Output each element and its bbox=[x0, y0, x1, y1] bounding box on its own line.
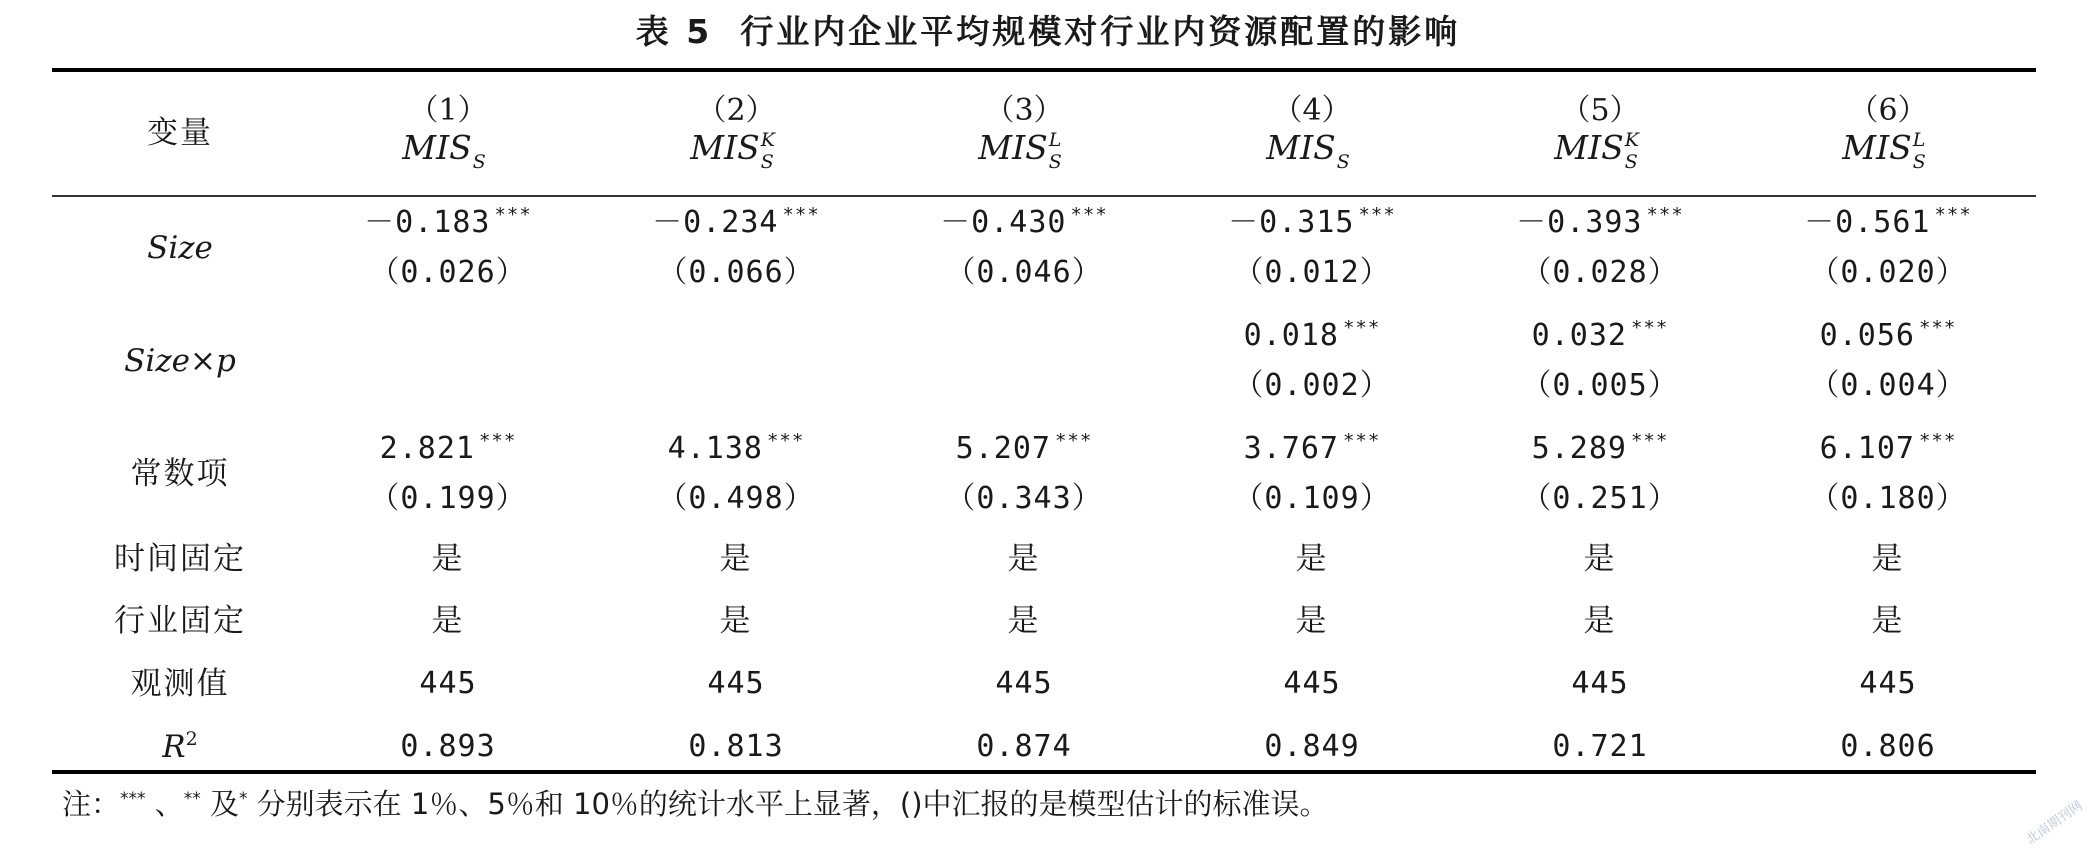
dep-var-scripts bbox=[1624, 129, 1646, 173]
r-squared-value bbox=[884, 730, 1164, 764]
coefficient-value: 5.207 bbox=[955, 431, 1051, 466]
coefficient bbox=[1460, 319, 1740, 356]
row-time-fixed-label bbox=[60, 542, 300, 576]
dependent-variable bbox=[596, 128, 876, 173]
standard-error bbox=[596, 256, 876, 290]
significance-stars: *** bbox=[1646, 204, 1684, 226]
coefficient bbox=[1172, 319, 1452, 356]
row-r-squared-label bbox=[60, 730, 300, 768]
coefficient-value: 0.018 bbox=[1243, 318, 1339, 353]
variable-header: 变量 bbox=[147, 115, 213, 151]
coefficient-value: 5.289 bbox=[1531, 431, 1627, 466]
coefficient-value: －0.561 bbox=[1804, 205, 1931, 240]
standard-error-value: （0.251） bbox=[1521, 481, 1679, 516]
standard-error bbox=[596, 482, 876, 516]
coefficient-value: 0.056 bbox=[1819, 318, 1915, 353]
cell-value-text: 445 bbox=[1283, 666, 1341, 701]
significance-stars: *** bbox=[1342, 317, 1381, 339]
r-squared-value bbox=[308, 730, 588, 764]
cell-value bbox=[308, 667, 588, 701]
cell-value-text: 445 bbox=[707, 666, 765, 701]
significance-stars: *** bbox=[1342, 430, 1381, 452]
cell-value-text: 是 bbox=[719, 541, 753, 577]
dep-var-scripts bbox=[1336, 131, 1358, 173]
standard-error bbox=[1172, 369, 1452, 403]
coefficient-value: －0.183 bbox=[364, 205, 491, 240]
significance-stars: *** bbox=[782, 204, 820, 226]
column-number bbox=[1172, 94, 1452, 128]
column-number-text: （1） bbox=[408, 93, 488, 128]
row-size-x-p-label bbox=[60, 344, 300, 378]
significance-stars: *** bbox=[1630, 430, 1669, 452]
r2-value-text: 0.813 bbox=[688, 729, 784, 764]
dep-var-scripts bbox=[1048, 129, 1070, 173]
coefficient-value: －0.430 bbox=[940, 205, 1067, 240]
column-number-text: （3） bbox=[984, 93, 1064, 128]
coefficient bbox=[1460, 206, 1740, 243]
dep-var-subscript: S bbox=[1048, 151, 1062, 173]
cell-value bbox=[596, 542, 876, 576]
table-caption: 行业内企业平均规模对行业内资源配置的影响 bbox=[740, 12, 1461, 51]
cell-value-text: 是 bbox=[1295, 541, 1329, 577]
row-label-text: 时间固定 bbox=[114, 541, 246, 577]
column-number bbox=[1748, 94, 2028, 128]
column-number bbox=[1460, 94, 1740, 128]
dep-var-subscript: S bbox=[1912, 151, 1926, 173]
row-label-text: 观测值 bbox=[130, 666, 230, 702]
cell-value bbox=[1748, 604, 2028, 638]
cell-value bbox=[1172, 604, 1452, 638]
r-squared-value bbox=[1748, 730, 2028, 764]
significance-stars: *** bbox=[1918, 430, 1957, 452]
dependent-variable bbox=[308, 128, 588, 173]
dependent-variable bbox=[1460, 128, 1740, 173]
column-number-text: （5） bbox=[1560, 93, 1640, 128]
r-squared-value bbox=[596, 730, 876, 764]
row-label-text: Size×p bbox=[124, 343, 236, 379]
standard-error bbox=[1460, 256, 1740, 290]
standard-error-value: （0.498） bbox=[657, 481, 815, 516]
note-and: 及 bbox=[200, 787, 239, 821]
row-constant-label bbox=[60, 457, 300, 491]
cell-value-text: 是 bbox=[1871, 603, 1905, 639]
dependent-variable bbox=[1172, 128, 1452, 173]
coefficient bbox=[1172, 432, 1452, 469]
standard-error-value: （0.012） bbox=[1233, 255, 1391, 290]
standard-error bbox=[1460, 369, 1740, 403]
cell-value bbox=[1172, 667, 1452, 701]
coefficient-value: 0.032 bbox=[1531, 318, 1627, 353]
coefficient-value: 3.767 bbox=[1243, 431, 1339, 466]
standard-error bbox=[1460, 482, 1740, 516]
significance-stars: *** bbox=[1934, 204, 1972, 226]
cell-value-text: 是 bbox=[1871, 541, 1905, 577]
cell-value-text: 445 bbox=[419, 666, 477, 701]
standard-error-value: （0.343） bbox=[945, 481, 1103, 516]
coefficient bbox=[596, 206, 876, 243]
column-number-text: （6） bbox=[1848, 93, 1928, 128]
r2-superscript: 2 bbox=[185, 728, 198, 750]
dep-var-superscript: K bbox=[760, 129, 775, 151]
table-number: 表 5 bbox=[635, 12, 713, 51]
cell-value bbox=[308, 542, 588, 576]
dep-var-subscript: S bbox=[472, 151, 486, 173]
coefficient bbox=[884, 432, 1164, 469]
cell-value-text: 是 bbox=[1583, 603, 1617, 639]
r2-base: R bbox=[162, 729, 186, 765]
coefficient-value: －0.234 bbox=[652, 205, 779, 240]
cell-value-text: 445 bbox=[995, 666, 1053, 701]
significance-stars: *** bbox=[1054, 430, 1093, 452]
cell-value-text: 是 bbox=[431, 541, 465, 577]
standard-error bbox=[308, 256, 588, 290]
row-observations-label bbox=[60, 667, 300, 701]
standard-error-value: （0.005） bbox=[1521, 368, 1679, 403]
note-separator: 、 bbox=[145, 787, 184, 821]
cell-value bbox=[884, 667, 1164, 701]
column-number-text: （2） bbox=[696, 93, 776, 128]
note-stars-5pct: ** bbox=[183, 789, 201, 809]
cell-value-text: 是 bbox=[719, 603, 753, 639]
standard-error-value: （0.199） bbox=[369, 481, 527, 516]
dep-var-scripts bbox=[760, 129, 782, 173]
table-title bbox=[0, 6, 2096, 53]
column-number bbox=[596, 94, 876, 128]
coefficient-value: －0.393 bbox=[1516, 205, 1643, 240]
coefficient bbox=[1460, 432, 1740, 469]
standard-error-value: （0.066） bbox=[657, 255, 815, 290]
coefficient bbox=[1748, 206, 2028, 243]
significance-stars: *** bbox=[1630, 317, 1669, 339]
row-size-label bbox=[60, 231, 300, 265]
cell-value bbox=[884, 542, 1164, 576]
significance-stars: *** bbox=[1918, 317, 1957, 339]
column-number bbox=[884, 94, 1164, 128]
cell-value-text: 是 bbox=[431, 603, 465, 639]
note-prefix: 注： bbox=[62, 787, 121, 821]
significance-stars: *** bbox=[766, 430, 805, 452]
cell-value bbox=[1748, 667, 2028, 701]
standard-error-value: （0.004） bbox=[1809, 368, 1967, 403]
coefficient bbox=[1748, 432, 2028, 469]
standard-error bbox=[1172, 482, 1452, 516]
r2-value-text: 0.849 bbox=[1264, 729, 1360, 764]
coefficient-value: 4.138 bbox=[667, 431, 763, 466]
r2-value-text: 0.806 bbox=[1840, 729, 1936, 764]
header-rule bbox=[52, 195, 2036, 197]
dep-var-base: MIS bbox=[402, 128, 472, 167]
significance-stars: *** bbox=[1070, 204, 1108, 226]
standard-error bbox=[1748, 482, 2028, 516]
dep-var-base: MIS bbox=[1842, 128, 1912, 167]
top-rule bbox=[52, 68, 2036, 72]
coefficient bbox=[308, 206, 588, 243]
standard-error-value: （0.180） bbox=[1809, 481, 1967, 516]
row-label-text: 行业固定 bbox=[114, 603, 246, 639]
r2-value-text: 0.893 bbox=[400, 729, 496, 764]
column-number-text: （4） bbox=[1272, 93, 1352, 128]
dep-var-superscript: K bbox=[1624, 129, 1639, 151]
dep-var-superscript: L bbox=[1048, 129, 1062, 151]
standard-error bbox=[1748, 369, 2028, 403]
row-label-text: 常数项 bbox=[130, 456, 230, 492]
cell-value bbox=[596, 667, 876, 701]
significance-stars: *** bbox=[478, 430, 517, 452]
coefficient-value: 2.821 bbox=[379, 431, 475, 466]
note-stars-10pct: * bbox=[238, 789, 248, 809]
dep-var-scripts bbox=[472, 131, 494, 173]
cell-value bbox=[1460, 604, 1740, 638]
coefficient-value: 6.107 bbox=[1819, 431, 1915, 466]
coefficient bbox=[884, 206, 1164, 243]
watermark: 北南期刊网 bbox=[2023, 798, 2086, 848]
cell-value bbox=[1748, 542, 2028, 576]
r-squared-value bbox=[1172, 730, 1452, 764]
dep-var-scripts bbox=[1912, 129, 1934, 173]
cell-value-text: 是 bbox=[1295, 603, 1329, 639]
cell-value-text: 是 bbox=[1007, 603, 1041, 639]
dep-var-superscript: L bbox=[1912, 129, 1926, 151]
column-number bbox=[308, 94, 588, 128]
cell-value bbox=[1172, 542, 1452, 576]
standard-error bbox=[884, 482, 1164, 516]
significance-stars: *** bbox=[494, 204, 532, 226]
standard-error bbox=[1748, 256, 2028, 290]
r2-value-text: 0.874 bbox=[976, 729, 1072, 764]
standard-error bbox=[308, 482, 588, 516]
cell-value bbox=[884, 604, 1164, 638]
coefficient bbox=[308, 432, 588, 469]
r2-value-text: 0.721 bbox=[1552, 729, 1648, 764]
table-note bbox=[62, 782, 1329, 823]
cell-value bbox=[1460, 542, 1740, 576]
coefficient bbox=[596, 432, 876, 469]
dependent-variable bbox=[1748, 128, 2028, 173]
standard-error-value: （0.002） bbox=[1233, 368, 1391, 403]
r-squared-value bbox=[1460, 730, 1740, 764]
standard-error-value: （0.026） bbox=[369, 255, 527, 290]
standard-error-value: （0.046） bbox=[945, 255, 1103, 290]
cell-value bbox=[1460, 667, 1740, 701]
dep-var-base: MIS bbox=[1266, 128, 1336, 167]
dep-var-base: MIS bbox=[690, 128, 760, 167]
standard-error bbox=[1172, 256, 1452, 290]
dependent-variable bbox=[884, 128, 1164, 173]
significance-stars: *** bbox=[1358, 204, 1396, 226]
dep-var-base: MIS bbox=[1554, 128, 1624, 167]
coefficient bbox=[1748, 319, 2028, 356]
coefficient-value: －0.315 bbox=[1228, 205, 1355, 240]
dep-var-subscript: S bbox=[760, 151, 774, 173]
cell-value-text: 445 bbox=[1571, 666, 1629, 701]
note-text: 分别表示在 1％、5％和 10％的统计水平上显著，()中汇报的是模型估计的标准误。 bbox=[247, 787, 1329, 821]
standard-error-value: （0.020） bbox=[1809, 255, 1967, 290]
cell-value bbox=[596, 604, 876, 638]
row-label-text: Size bbox=[147, 230, 213, 266]
dep-var-base: MIS bbox=[978, 128, 1048, 167]
cell-value-text: 445 bbox=[1859, 666, 1917, 701]
cell-value-text: 是 bbox=[1007, 541, 1041, 577]
bottom-rule bbox=[52, 770, 2036, 774]
note-stars-1pct: *** bbox=[120, 789, 146, 809]
standard-error-value: （0.109） bbox=[1233, 481, 1391, 516]
dep-var-subscript: S bbox=[1336, 151, 1350, 173]
standard-error bbox=[884, 256, 1164, 290]
coefficient bbox=[1172, 206, 1452, 243]
cell-value bbox=[308, 604, 588, 638]
standard-error-value: （0.028） bbox=[1521, 255, 1679, 290]
dep-var-subscript: S bbox=[1624, 151, 1638, 173]
cell-value-text: 是 bbox=[1583, 541, 1617, 577]
row-industry-fixed-label bbox=[60, 604, 300, 638]
